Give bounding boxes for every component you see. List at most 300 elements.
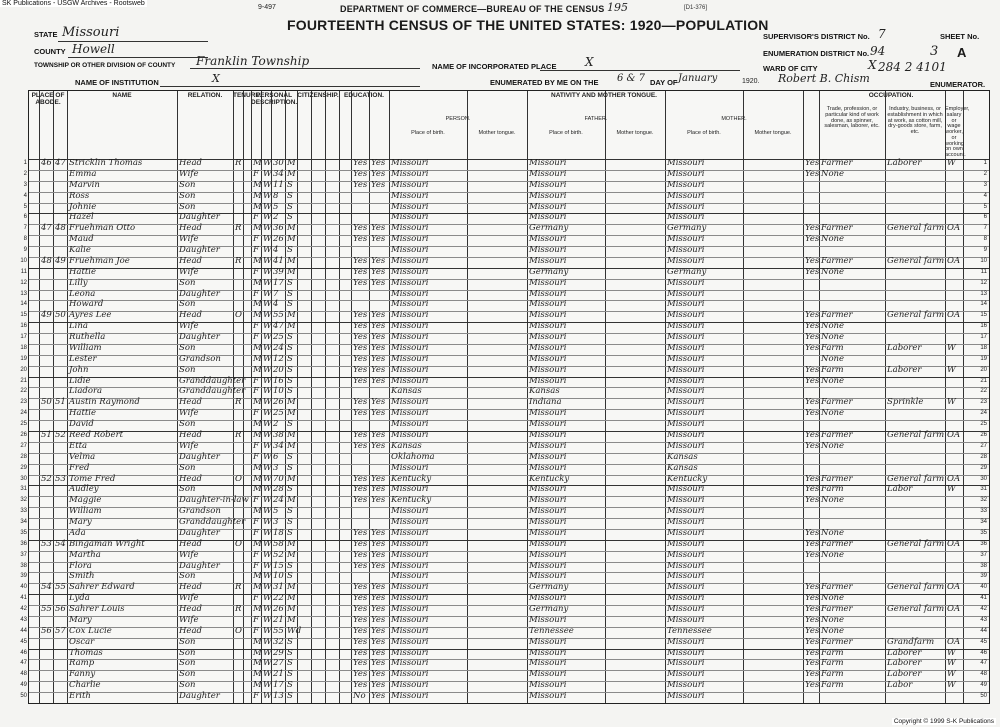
cell-age: 3 xyxy=(273,517,279,528)
cell-fpob: Missouri xyxy=(529,288,567,299)
cell-race: W xyxy=(263,614,272,625)
cell-pob: Missouri xyxy=(391,277,429,288)
line-number-right: 33 xyxy=(980,508,987,515)
cell-fam: 55 xyxy=(55,582,66,593)
cell-write: Yes xyxy=(371,342,386,353)
cell-rel: Son xyxy=(179,647,196,658)
cell-race: W xyxy=(263,408,272,419)
cell-race: W xyxy=(263,571,272,582)
nativity-subheading: MOTHER. xyxy=(721,116,747,122)
cell-read: Yes xyxy=(353,234,368,245)
cell-write: Yes xyxy=(371,408,386,419)
cell-name: Martha xyxy=(69,549,101,560)
cell-eng: Yes xyxy=(805,473,820,484)
cell-race: W xyxy=(263,266,272,277)
cell-pob: Missouri xyxy=(391,299,429,310)
cell-name: Audley xyxy=(69,484,99,495)
cell-pob: Missouri xyxy=(391,560,429,571)
cell-race: W xyxy=(263,604,272,615)
cell-name: Fruehman Joe xyxy=(69,255,130,266)
cell-write: Yes xyxy=(371,440,386,451)
cell-eng: Yes xyxy=(805,647,820,658)
cell-eng: Yes xyxy=(805,593,820,604)
line-number: 28 xyxy=(20,453,27,460)
nativity-subheading: PERSON. xyxy=(445,116,471,122)
cell-age: 32 xyxy=(273,636,284,647)
cell-mpob: Missouri xyxy=(667,636,705,647)
line-number-right: 28 xyxy=(980,453,987,460)
cell-sex: M xyxy=(253,190,262,201)
cell-ms: M xyxy=(287,440,296,451)
cell-rel: Wife xyxy=(179,408,199,419)
column-divider xyxy=(527,91,528,703)
line-number-right: 7 xyxy=(983,225,987,232)
cell-sex: F xyxy=(253,593,259,604)
cell-age: 39 xyxy=(273,266,284,277)
cell-dw: 52 xyxy=(41,473,52,484)
line-number-right: 5 xyxy=(983,203,987,210)
cell-sex: M xyxy=(253,299,262,310)
line-number: 21 xyxy=(20,377,27,384)
line-number-right: 37 xyxy=(980,551,987,558)
line-number-right: 2 xyxy=(983,170,987,177)
cell-read: Yes xyxy=(353,625,368,636)
line-number: 38 xyxy=(20,562,27,569)
cell-name: Thomas xyxy=(69,647,103,658)
cell-pob: Missouri xyxy=(391,342,429,353)
cell-ind: Grandfarm xyxy=(887,636,935,647)
line-number: 12 xyxy=(20,279,27,286)
cell-fpob: Missouri xyxy=(529,408,567,419)
cell-fpob: Missouri xyxy=(529,201,567,212)
line-number-right: 44 xyxy=(980,627,987,634)
column-divider xyxy=(233,91,234,703)
cell-rel: Daughter xyxy=(179,212,220,223)
cell-age: 6 xyxy=(273,451,279,462)
cell-eng: Yes xyxy=(805,408,820,419)
cell-sex: F xyxy=(253,234,259,245)
column-divider xyxy=(297,91,298,703)
cell-name: Ayres Lee xyxy=(69,310,112,321)
cell-sex: F xyxy=(253,245,259,256)
cell-race: W xyxy=(263,299,272,310)
cell-dw: 56 xyxy=(41,625,52,636)
cell-race: W xyxy=(263,245,272,256)
cell-write: Yes xyxy=(371,691,386,702)
cell-name: Hattie xyxy=(69,408,97,419)
line-number-right: 17 xyxy=(980,334,987,341)
cell-fpob: Missouri xyxy=(529,342,567,353)
cell-rel: Son xyxy=(179,342,196,353)
cell-race: W xyxy=(263,310,272,321)
cell-fpob: Missouri xyxy=(529,549,567,560)
cell-age: 4 xyxy=(273,299,279,310)
cell-rel: Son xyxy=(179,299,196,310)
cell-pob: Missouri xyxy=(391,625,429,636)
line-number: 19 xyxy=(20,355,27,362)
cell-ms: M xyxy=(287,582,296,593)
sheet-stamp: 195 xyxy=(607,1,628,14)
cell-race: W xyxy=(263,190,272,201)
cell-sex: M xyxy=(253,277,262,288)
cell-sex: M xyxy=(253,342,262,353)
cell-name: Velma xyxy=(69,451,96,462)
incorporated-value: X xyxy=(585,55,594,69)
cell-read: Yes xyxy=(353,440,368,451)
cell-ms: S xyxy=(287,571,293,582)
cell-fpob: Missouri xyxy=(529,484,567,495)
cell-ms: S xyxy=(287,277,293,288)
cell-rel: Head xyxy=(179,538,202,549)
cell-rel: Head xyxy=(179,310,202,321)
cell-mpob: Missouri xyxy=(667,560,705,571)
cell-read: Yes xyxy=(353,332,368,343)
cell-ms: S xyxy=(287,680,293,691)
cell-write: Yes xyxy=(371,636,386,647)
cell-fam: 56 xyxy=(55,604,66,615)
cell-sex: M xyxy=(253,158,262,168)
cell-sex: M xyxy=(253,353,262,364)
cell-rel: Daughter xyxy=(179,288,220,299)
line-number: 9 xyxy=(23,247,27,254)
cell-race: W xyxy=(263,451,272,462)
cell-race: W xyxy=(263,625,272,636)
cell-fpob: Missouri xyxy=(529,179,567,190)
cell-race: W xyxy=(263,647,272,658)
column-group-heading: OCCUPATION. xyxy=(868,92,914,99)
cell-rel: Wife xyxy=(179,614,199,625)
cell-age: 10 xyxy=(273,571,284,582)
enumeration-value: 94 xyxy=(870,44,886,58)
cell-pob: Missouri xyxy=(391,223,429,234)
cell-age: 8 xyxy=(273,190,279,201)
cell-mpob: Germany xyxy=(667,266,707,277)
line-number: 48 xyxy=(20,671,27,678)
cell-rel: Head xyxy=(179,430,202,440)
cell-race: W xyxy=(263,527,272,538)
cell-name: Ramp xyxy=(69,658,95,669)
cell-rel: Daughter xyxy=(179,332,220,343)
cell-mpob: Missouri xyxy=(667,310,705,321)
column-divider xyxy=(53,91,54,703)
cell-sex: M xyxy=(253,647,262,658)
cell-own: O xyxy=(235,538,242,549)
cell-ind: General farm xyxy=(887,582,945,593)
cell-write: Yes xyxy=(371,680,386,691)
line-number-right: 38 xyxy=(980,562,987,569)
cell-read: Yes xyxy=(353,158,368,168)
line-number-right: 34 xyxy=(980,519,987,526)
cell-rel: Daughter xyxy=(179,560,220,571)
cell-rel: Head xyxy=(179,625,202,636)
cell-age: 20 xyxy=(273,364,284,375)
institution-label: NAME OF INSTITUTION xyxy=(75,78,159,87)
cell-pob: Missouri xyxy=(391,190,429,201)
cell-mpob: Missouri xyxy=(667,582,705,593)
column-group-heading: RELATION. xyxy=(187,92,223,99)
cell-name: David xyxy=(69,419,94,430)
cell-name: Mary xyxy=(69,517,92,528)
cell-name: John xyxy=(69,364,89,375)
cell-age: 17 xyxy=(273,277,284,288)
cell-write: Yes xyxy=(371,234,386,245)
cell-sex: F xyxy=(253,451,259,462)
cell-occ: Farmer xyxy=(821,636,853,647)
cell-age: 7 xyxy=(273,288,279,299)
cell-sex: M xyxy=(253,223,262,234)
line-number-right: 24 xyxy=(980,410,987,417)
line-number: 10 xyxy=(20,257,27,264)
cell-pob: Missouri xyxy=(391,658,429,669)
cell-mpob: Missouri xyxy=(667,321,705,332)
cell-ms: S xyxy=(287,647,293,658)
cell-fpob: Missouri xyxy=(529,158,567,168)
cell-fam: 54 xyxy=(55,538,66,549)
cell-occ: Farmer xyxy=(821,158,853,168)
cell-race: W xyxy=(263,538,272,549)
cell-age: 21 xyxy=(273,614,284,625)
cell-name: Maud xyxy=(69,234,94,245)
cell-sex: M xyxy=(253,473,262,484)
line-number: 22 xyxy=(20,388,27,395)
cell-write: Yes xyxy=(371,495,386,506)
cell-mpob: Missouri xyxy=(667,517,705,528)
cell-pob: Missouri xyxy=(391,245,429,256)
line-number-right: 14 xyxy=(980,301,987,308)
cell-sex: M xyxy=(253,484,262,495)
cell-dw: 50 xyxy=(41,397,52,408)
cell-occ: Farm xyxy=(821,342,844,353)
cell-age: 16 xyxy=(273,375,284,386)
cell-rel: Wife xyxy=(179,266,199,277)
cell-ms: S xyxy=(287,375,293,386)
cell-rel: Wife xyxy=(179,168,199,179)
cell-pob: Missouri xyxy=(391,669,429,680)
cell-pob: Missouri xyxy=(391,310,429,321)
cell-name: Hazel xyxy=(69,212,94,223)
cell-occ: Farmer xyxy=(821,255,853,266)
cell-read: Yes xyxy=(353,593,368,604)
cell-sex: M xyxy=(253,604,262,615)
cell-eng: Yes xyxy=(805,332,820,343)
cell-occ: Farmer xyxy=(821,473,853,484)
cell-read: Yes xyxy=(353,397,368,408)
cell-eng: Yes xyxy=(805,255,820,266)
cell-race: W xyxy=(263,669,272,680)
cell-occ: None xyxy=(821,266,845,277)
cell-race: W xyxy=(263,517,272,528)
cell-race: W xyxy=(263,691,272,702)
cell-read: Yes xyxy=(353,636,368,647)
cell-rel: Son xyxy=(179,419,196,430)
cell-age: 25 xyxy=(273,408,284,419)
cell-read: Yes xyxy=(353,647,368,658)
cell-fpob: Missouri xyxy=(529,440,567,451)
column-group-heading: PLACE OF ABODE. xyxy=(31,92,65,106)
cell-mpob: Missouri xyxy=(667,299,705,310)
cell-occ: None xyxy=(821,353,845,364)
cell-mpob: Missouri xyxy=(667,375,705,386)
cell-ms: M xyxy=(287,255,296,266)
cell-ms: M xyxy=(287,614,296,625)
cell-race: W xyxy=(263,549,272,560)
cell-race: W xyxy=(263,288,272,299)
cell-eng: Yes xyxy=(805,158,820,168)
cell-eng: Yes xyxy=(805,168,820,179)
cell-read: Yes xyxy=(353,680,368,691)
line-number-right: 6 xyxy=(983,214,987,221)
line-number: 35 xyxy=(20,529,27,536)
township-label: TOWNSHIP OR OTHER DIVISION OF COUNTY xyxy=(34,62,176,69)
column-group-heading: TENURE. xyxy=(233,92,262,99)
line-number: 15 xyxy=(20,312,27,319)
cell-occ: Farm xyxy=(821,647,844,658)
cell-pob: Missouri xyxy=(391,168,429,179)
cell-read: Yes xyxy=(353,321,368,332)
cell-write: Yes xyxy=(371,593,386,604)
cell-ms: S xyxy=(287,691,293,702)
cell-ms: S xyxy=(287,364,293,375)
cell-fpob: Missouri xyxy=(529,517,567,528)
cell-mpob: Missouri xyxy=(667,397,705,408)
cell-write: Yes xyxy=(371,364,386,375)
cell-occ: None xyxy=(821,321,845,332)
cell-read: Yes xyxy=(353,582,368,593)
cell-write: Yes xyxy=(371,430,386,440)
cell-ms: S xyxy=(287,353,293,364)
cell-eng: Yes xyxy=(805,364,820,375)
cell-eng: Yes xyxy=(805,430,820,440)
cell-write: Yes xyxy=(371,560,386,571)
cell-occ: Farm xyxy=(821,669,844,680)
cell-write: Yes xyxy=(371,484,386,495)
column-divider xyxy=(605,91,606,703)
cell-ms: S xyxy=(287,179,293,190)
film-number: 284 2 4101 xyxy=(878,60,947,74)
cell-rel: Granddaughter xyxy=(179,386,246,397)
cell-occ: Farm xyxy=(821,364,844,375)
ward-value: X xyxy=(868,58,877,72)
cell-mpob: Missouri xyxy=(667,593,705,604)
cell-race: W xyxy=(263,321,272,332)
cell-age: 4 xyxy=(273,245,279,256)
cell-age: 36 xyxy=(273,223,284,234)
cell-read: Yes xyxy=(353,255,368,266)
cell-ms: S xyxy=(287,386,293,397)
cell-occ: Farmer xyxy=(821,223,853,234)
cell-ind: General farm xyxy=(887,430,945,440)
cell-age: 26 xyxy=(273,397,284,408)
cell-rel: Daughter xyxy=(179,691,220,702)
cell-fpob: Germany xyxy=(529,582,569,593)
cell-sex: F xyxy=(253,386,259,397)
cell-fpob: Missouri xyxy=(529,527,567,538)
cell-pob: Kansas xyxy=(391,440,422,451)
census-table xyxy=(20,90,990,704)
cell-eng: Yes xyxy=(805,484,820,495)
cell-race: W xyxy=(263,593,272,604)
cell-ms: M xyxy=(287,310,296,321)
column-divider xyxy=(243,91,244,703)
cell-mpob: Missouri xyxy=(667,506,705,517)
cell-read: Yes xyxy=(353,168,368,179)
column-divider xyxy=(311,91,312,703)
cell-ms: S xyxy=(287,527,293,538)
cell-pob: Missouri xyxy=(391,158,429,168)
line-number-right: 9 xyxy=(983,247,987,254)
cell-ind: Labor xyxy=(887,484,913,495)
cell-occ: None xyxy=(821,625,845,636)
cell-ms: S xyxy=(287,506,293,517)
cell-dw: 51 xyxy=(41,430,52,440)
cell-sex: F xyxy=(253,440,259,451)
line-number-right: 3 xyxy=(983,181,987,188)
cell-rel: Head xyxy=(179,223,202,234)
cell-fpob: Missouri xyxy=(529,419,567,430)
cell-sex: M xyxy=(253,636,262,647)
cell-sex: F xyxy=(253,517,259,528)
cell-sex: F xyxy=(253,212,259,223)
cell-pob: Missouri xyxy=(391,234,429,245)
sheet-label: SHEET No. xyxy=(940,32,980,41)
cell-sex: F xyxy=(253,408,259,419)
cell-name: Fruehman Otto xyxy=(69,223,136,234)
cell-race: W xyxy=(263,440,272,451)
column-divider xyxy=(945,91,946,703)
cell-rel: Wife xyxy=(179,593,199,604)
cell-pob: Missouri xyxy=(391,582,429,593)
cell-cls: W xyxy=(947,680,956,691)
cell-sex: F xyxy=(253,625,259,636)
column-divider xyxy=(819,91,820,703)
cell-pob: Missouri xyxy=(391,517,429,528)
cell-age: 47 xyxy=(273,321,284,332)
cell-name: Cox Lucie xyxy=(69,625,112,636)
cell-ms: S xyxy=(287,342,293,353)
cell-name: Ada xyxy=(69,527,86,538)
county-value: Howell xyxy=(72,42,115,56)
cell-read: Yes xyxy=(353,604,368,615)
cell-rel: Son xyxy=(179,201,196,212)
cell-sex: F xyxy=(253,375,259,386)
cell-rel: Daughter-in-law xyxy=(179,495,249,506)
cell-mpob: Missouri xyxy=(667,571,705,582)
column-group-heading: NATIVITY AND MOTHER TONGUE. xyxy=(551,92,657,99)
cell-race: W xyxy=(263,506,272,517)
cell-age: 34 xyxy=(273,440,284,451)
cell-sex: M xyxy=(253,462,262,473)
cell-dw: 54 xyxy=(41,582,52,593)
cell-sex: F xyxy=(253,614,259,625)
cell-fpob: Missouri xyxy=(529,691,567,702)
cell-occ: Farm xyxy=(821,484,844,495)
cell-occ: None xyxy=(821,408,845,419)
cell-eng: Yes xyxy=(805,310,820,321)
cell-mpob: Missouri xyxy=(667,190,705,201)
census-year: 1920. xyxy=(742,78,760,85)
cell-pob: Missouri xyxy=(391,255,429,266)
township-value: Franklin Township xyxy=(196,54,310,68)
cell-rel: Son xyxy=(179,179,196,190)
cell-name: Reed Robert xyxy=(69,430,124,440)
cell-race: W xyxy=(263,495,272,506)
cell-name: Ross xyxy=(69,190,90,201)
line-number: 30 xyxy=(20,475,27,482)
cell-ms: S xyxy=(287,669,293,680)
cell-fam: 50 xyxy=(55,310,66,321)
cell-age: 26 xyxy=(273,604,284,615)
column-divider xyxy=(467,91,468,703)
